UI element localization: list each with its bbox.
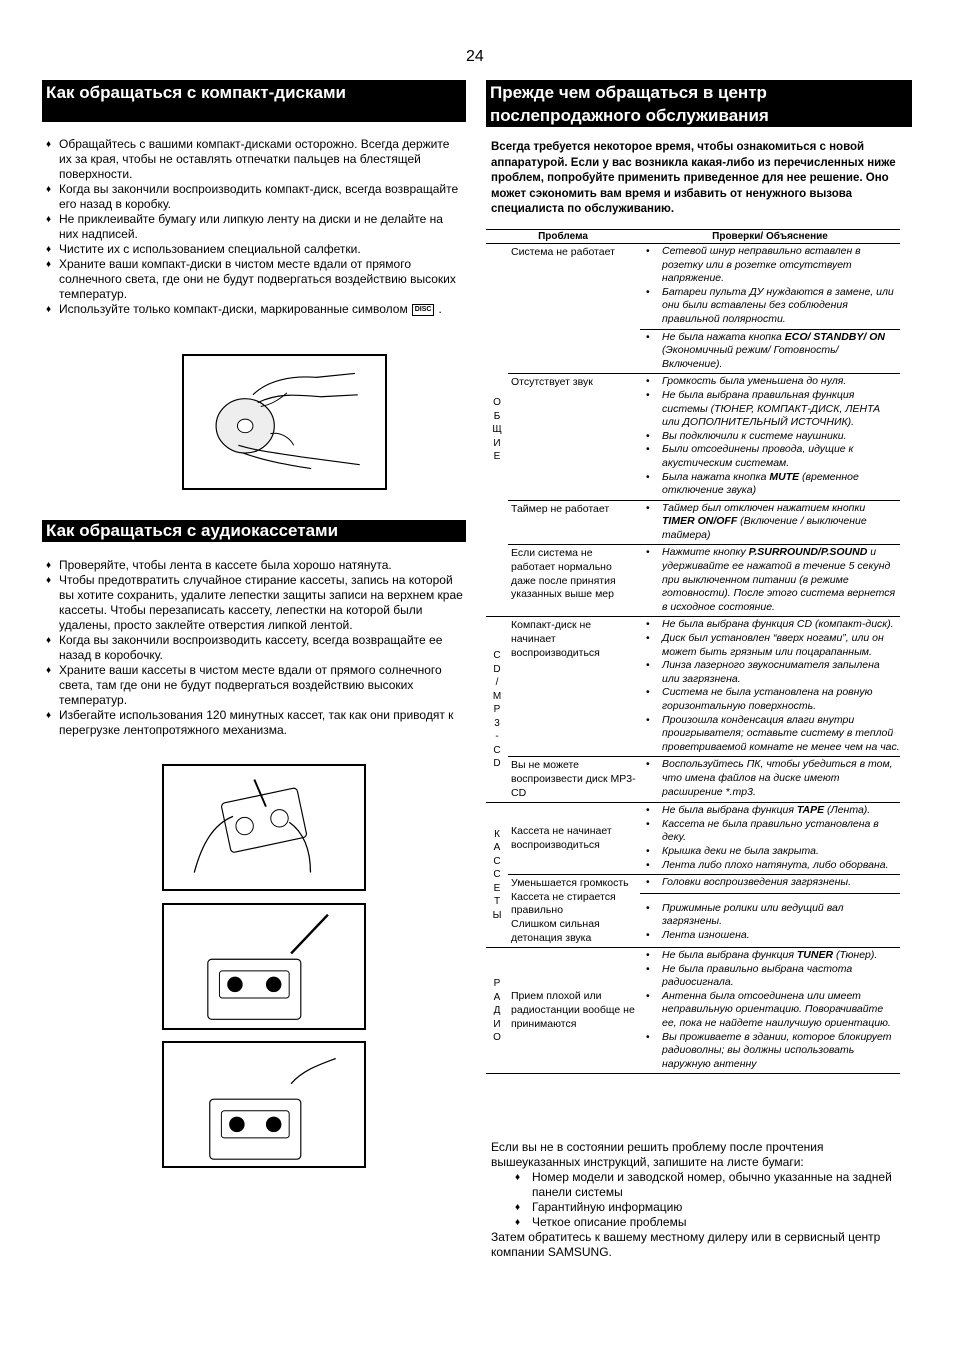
problem-cd-no-play: Компакт-диск не начинает воспроизводиться bbox=[508, 617, 640, 757]
check-item bbox=[640, 546, 900, 614]
check-item: • Сетевой шнур неправильно вставлен в розетку или в розетке отсутствует напряжение. bbox=[640, 245, 900, 286]
checks-cell bbox=[640, 244, 900, 330]
check-item: • Антенна была отсоединена или имеет неправильную ориентацию. Поворачивайте ее, пока не найдете наилучшую ориентацию. bbox=[640, 990, 900, 1031]
list-item: ♦ Избегайте использования 120 минутных кассет, так как они приводят к перегрузке лентопротяжного механизма. bbox=[45, 708, 465, 738]
service-section-title-line2: послепродажного обслуживания bbox=[490, 106, 769, 125]
list-item bbox=[45, 302, 465, 317]
category-letter: К bbox=[494, 828, 500, 840]
checks-cell bbox=[640, 617, 900, 757]
check-item: • Воспользуйтесь ПК, чтобы убедиться в том, что имена файлов на диске имеют расширение *.mp3. bbox=[640, 758, 900, 799]
check-item bbox=[640, 502, 900, 543]
table-row bbox=[486, 757, 900, 803]
category-letter: D bbox=[493, 663, 501, 675]
list-item: ♦ Гарантийную информацию bbox=[515, 1200, 903, 1215]
table-row bbox=[486, 500, 900, 545]
checks-cell bbox=[640, 803, 900, 875]
check-text: Таймер был отключен нажатием кнопки bbox=[662, 501, 866, 514]
table-row bbox=[486, 374, 900, 500]
list-item-end: . bbox=[438, 302, 442, 316]
category-letter: / bbox=[495, 677, 499, 689]
problem-no-sound: Отсутствует звук bbox=[508, 374, 640, 500]
compact-disc-logo-icon: DISC bbox=[412, 304, 435, 316]
checks-column-header: Проверки/ Объяснение bbox=[640, 230, 900, 244]
table-row bbox=[486, 617, 900, 757]
cassette-section-title-text: Как обращаться с аудиокассетами bbox=[46, 521, 339, 540]
check-key: P.SURROUND/P.SOUND bbox=[748, 546, 868, 559]
cd-handling-list bbox=[45, 137, 465, 317]
check-text: Не была выбрана функция bbox=[662, 949, 797, 962]
problem-tape-quality: Уменьшается громкость Кассета не стирается правильно Слишком сильная детонация звука bbox=[508, 875, 640, 948]
category-letter: Р bbox=[493, 978, 501, 990]
check-item: • Лента либо плохо натянута, либо оборвана. bbox=[640, 859, 900, 873]
check-item: • Головки воспроизведения загрязнены. bbox=[640, 876, 900, 890]
check-key: ECO/ STANDBY/ ON bbox=[784, 330, 885, 343]
category-letter: Ы bbox=[492, 909, 502, 921]
check-text: Не была выбрана функция bbox=[662, 804, 797, 817]
check-item bbox=[640, 471, 900, 498]
cassette-with-pencil-drawing bbox=[164, 905, 364, 1028]
service-section-title-line1: Прежде чем обращаться в центр bbox=[490, 83, 767, 102]
checks-cell bbox=[640, 948, 900, 1074]
problem-timer: Таймер не работает bbox=[508, 500, 640, 545]
list-item: ♦ Номер модели и заводской номер, обычно указанные на задней панели системы bbox=[515, 1170, 903, 1200]
problem-abnormal: Если система не работает нормально даже после принятия указанных выше мер bbox=[508, 545, 640, 617]
check-text: (Экономичный режим/ Готовность/ Включение). bbox=[662, 344, 839, 370]
table-row bbox=[486, 244, 900, 330]
cassette-pencil-illustration bbox=[162, 903, 366, 1030]
check-text: (Лента). bbox=[824, 804, 871, 817]
check-item: • Лента изношена. bbox=[640, 929, 900, 943]
cd-section-title bbox=[42, 80, 466, 122]
check-item: • Батареи пульта ДУ нуждаются в замене, или они были вставлены без соблюдения правильной полярности. bbox=[640, 286, 900, 327]
check-item: • Диск был установлен “вверх ногами”, или он может быть грязным или поцарапанным. bbox=[640, 632, 900, 659]
checks-cell bbox=[640, 757, 900, 803]
checks-cell bbox=[640, 875, 900, 894]
list-item: ♦ Четкое описание проблемы bbox=[515, 1215, 903, 1230]
category-letter: Т bbox=[493, 896, 501, 908]
list-item: ♦ Храните ваши кассеты в чистом месте вдали от прямого солнечного света, там где они не будут подвергаться воздействию высоких температур. bbox=[45, 663, 465, 708]
category-letter: P bbox=[493, 704, 501, 716]
category-letter: C bbox=[493, 650, 501, 662]
category-letter: 3 bbox=[494, 717, 500, 729]
table-header-row bbox=[486, 230, 900, 244]
category-letter: О bbox=[493, 1032, 501, 1044]
cassette-handling-list bbox=[45, 558, 465, 738]
check-item: • Крышка деки не была закрыта. bbox=[640, 845, 900, 859]
checks-cell bbox=[640, 893, 900, 947]
after-intro: Если вы не в состоянии решить проблему после прочтения вышеуказанных инструкций, запишите на листе бумаги: bbox=[491, 1140, 824, 1169]
list-item: ♦ Храните ваши компакт-диски в чистом месте вдали от прямого солнечного света, где они не будут подвергаться воздействию высоких температур. bbox=[45, 257, 465, 302]
list-item: ♦ Когда вы закончили воспроизводить компакт-диск, всегда возвращайте его назад в коробку. bbox=[45, 182, 465, 212]
check-key: TAPE bbox=[796, 804, 825, 817]
check-item: • Система не была установлена на ровную горизонтальную поверхность. bbox=[640, 686, 900, 713]
list-item: ♦ Чистите их с использованием специальной салфетки. bbox=[45, 242, 465, 257]
check-item: • Произошла конденсация влаги внутри проигрывателя; оставьте систему в теплой проветриваемой комнате не менее чем на час. bbox=[640, 714, 900, 755]
check-text: (Включение / выключение таймера) bbox=[662, 515, 867, 541]
category-letter: И bbox=[493, 437, 501, 449]
hands-holding-disc-drawing bbox=[184, 356, 385, 488]
category-letter: И bbox=[493, 1018, 501, 1030]
check-item: • Громкость была уменьшена до нуля. bbox=[640, 375, 900, 389]
category-letter: M bbox=[492, 690, 502, 702]
checks-cell bbox=[640, 500, 900, 545]
check-text: Не была нажата кнопка bbox=[662, 330, 785, 343]
problem-tape-no-play: Кассета не начинает воспроизводиться bbox=[508, 803, 640, 875]
checks-cell bbox=[640, 374, 900, 500]
check-item: • Прижимные ролики или ведущий вал загрязнены. bbox=[640, 902, 900, 929]
check-item: • Не была правильно выбрана частота радиосигнала. bbox=[640, 963, 900, 990]
problem-radio-reception: Прием плохой или радиостанции вообще не принимаются bbox=[508, 948, 640, 1074]
check-text: (временное отключение звука) bbox=[662, 470, 859, 497]
after-outro: Затем обратитесь к вашему местному дилеру или в сервисный центр компании SAMSUNG. bbox=[491, 1230, 881, 1259]
category-letter: D bbox=[493, 758, 501, 770]
list-item: ♦ Проверяйте, чтобы лента в кассете была хорошо натянута. bbox=[45, 558, 465, 573]
problem-mp3: Вы не можете воспроизвести диск MP3-CD bbox=[508, 757, 640, 803]
check-item: • Не была выбрана правильная функция системы (ТЮНЕР, КОМПАКТ-ДИСК, ЛЕНТА или ДОПОЛНИТЕЛЬНЫЙ ИСТОЧНИК). bbox=[640, 389, 900, 430]
check-item: • Линза лазерного звукоснимателя запылена или загрязнена. bbox=[640, 659, 900, 686]
after-list bbox=[491, 1170, 903, 1230]
category-letter: Щ bbox=[492, 424, 502, 436]
table-row bbox=[486, 545, 900, 617]
page-number: 24 bbox=[466, 48, 484, 65]
check-item bbox=[640, 804, 900, 818]
category-general bbox=[486, 244, 508, 617]
cassette-tape-cover-illustration bbox=[162, 1041, 366, 1168]
cd-handling-illustration bbox=[182, 354, 387, 490]
list-item-text: Используйте только компакт-диски, маркированные символом bbox=[59, 302, 408, 316]
table-row bbox=[486, 948, 900, 1074]
category-letter: C bbox=[493, 744, 501, 756]
cd-section-title-text: Как обращаться с компакт-дисками bbox=[46, 83, 346, 102]
category-cd bbox=[486, 617, 508, 803]
check-item: • Вы проживаете в здании, которое блокирует радиоволны; вы должны использовать наружную антенну bbox=[640, 1031, 900, 1072]
check-text: и удерживайте ее нажатой в течение 5 секунд при выключенном питании (в режиме готовности). После этого система вернется в исходное состояние. bbox=[662, 546, 896, 613]
category-letter: С bbox=[493, 869, 501, 881]
list-item: ♦ Когда вы закончили воспроизводить кассету, всегда возвращайте ее назад в коробочку. bbox=[45, 633, 465, 663]
checks-cell bbox=[640, 545, 900, 617]
category-cassette bbox=[486, 803, 508, 948]
list-item: ♦ Не приклеивайте бумагу или липкую ленту на диски и не делайте на них надписей. bbox=[45, 212, 465, 242]
problem-column-header: Проблема bbox=[486, 230, 640, 244]
check-text: Нажмите кнопку bbox=[662, 546, 749, 559]
check-item: • Кассета не была правильно установлена в деку. bbox=[640, 818, 900, 845]
check-text: (Тюнер). bbox=[833, 949, 878, 962]
service-intro: Всегда требуется некоторое время, чтобы ознакомиться с новой аппаратурой. Если у вас возникла какая-либо из перечисленных ниже проблем, попробуйте применить приведенное для нее решение. Оно может сэкономить вам время и избавить от ненужного вызова специалиста по обслуживанию. bbox=[491, 141, 896, 215]
category-radio bbox=[486, 948, 508, 1074]
category-letter: А bbox=[493, 991, 501, 1003]
category-letter: Е bbox=[493, 882, 501, 894]
category-letter: Д bbox=[493, 1005, 501, 1017]
service-section-title bbox=[486, 80, 912, 127]
checks-cell bbox=[640, 329, 900, 374]
category-letter: Е bbox=[493, 451, 501, 463]
list-item: ♦ Чтобы предотвратить случайное стирание кассеты, запись на которой вы хотите сохранить, удалите лепестки защиты записи на верхнем крае кассеты. Чтобы перезаписать кассету, лепестки на которой были удалены, просто заклейте отверстия липкой лентой. bbox=[45, 573, 465, 633]
category-letter: Б bbox=[493, 410, 501, 422]
check-key: TUNER bbox=[796, 949, 834, 962]
category-letter: С bbox=[493, 855, 501, 867]
after-table-notes bbox=[491, 1140, 903, 1260]
category-letter: А bbox=[493, 842, 501, 854]
check-item: • Не была выбрана функция CD (компакт-диск). bbox=[640, 618, 900, 632]
check-item: • Были отсоединены провода, идущие к акустическим системам. bbox=[640, 443, 900, 470]
check-text: Была нажата кнопка bbox=[662, 470, 770, 483]
category-letter: - bbox=[495, 731, 499, 743]
check-item: • Вы подключили к системе наушники. bbox=[640, 430, 900, 444]
table-row bbox=[486, 803, 900, 875]
hands-removing-tab-drawing bbox=[164, 766, 364, 889]
troubleshooting-table bbox=[486, 229, 900, 1074]
list-item: ♦ Обращайтесь с вашими компакт-дисками осторожно. Всегда держите их за края, чтобы не оставлять отпечатки пальцев на блестящей поверхности. bbox=[45, 137, 465, 182]
category-letter: О bbox=[493, 397, 501, 409]
check-key: MUTE bbox=[769, 470, 800, 483]
check-item bbox=[640, 331, 900, 372]
cassette-section-title bbox=[42, 520, 466, 542]
cassette-tab-removal-illustration bbox=[162, 764, 366, 891]
cassette-with-tape-drawing bbox=[164, 1043, 364, 1166]
problem-no-power: Система не работает bbox=[508, 244, 640, 374]
check-key: TIMER ON/OFF bbox=[662, 515, 738, 528]
check-item bbox=[640, 949, 900, 963]
table-row bbox=[486, 875, 900, 894]
